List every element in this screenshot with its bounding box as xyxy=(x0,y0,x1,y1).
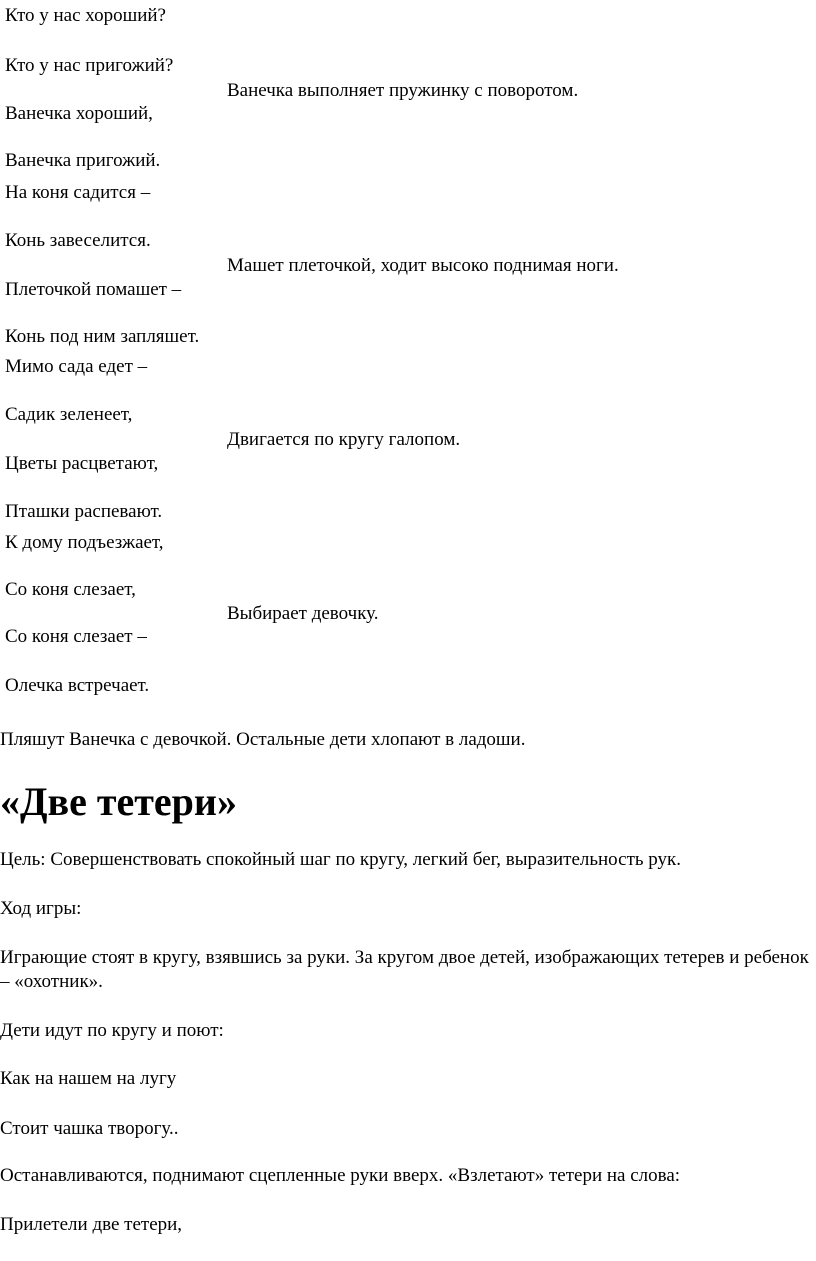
verse-line: Пташки распевают. xyxy=(5,501,163,522)
verse-line: К дому подъезжает, xyxy=(5,532,164,553)
instruction-paragraph: Дети идут по кругу и поют: xyxy=(0,1020,224,1041)
verse-line: Цветы расцветают, xyxy=(5,453,159,474)
procedure-heading: Ход игры: xyxy=(0,898,82,919)
song-line: Как на нашем на лугу xyxy=(0,1068,177,1089)
song-line: Прилетели две тетери, xyxy=(0,1214,183,1235)
action-description: Ванечка выполняет пружинку с поворотом. xyxy=(227,80,579,101)
verse-line: Ванечка хороший, xyxy=(5,103,153,124)
game-title: «Две тетери» xyxy=(0,779,237,824)
action-description: Машет плеточкой, ходит высоко поднимая ноги. xyxy=(227,255,619,276)
rules-paragraph: Играющие стоят в кругу, взявшись за руки. За кругом двое детей, изображающих тетерев и ребенок – «охотник». xyxy=(0,947,809,992)
verse-line: Ванечка пригожий. xyxy=(5,150,161,171)
instruction-paragraph: Останавливаются, поднимают сцепленные руки вверх. «Взлетают» тетери на слова: xyxy=(0,1165,681,1186)
verse-line: Со коня слезает – xyxy=(5,626,147,647)
goal-paragraph: Цель: Совершенствовать спокойный шаг по кругу, легкий бег, выразительность рук. xyxy=(0,849,682,870)
verse-line: Конь завеселится. xyxy=(5,230,151,251)
verse-line: Кто у нас хороший? xyxy=(5,5,166,26)
verse-line: Плеточкой помашет – xyxy=(5,279,182,300)
verse-line: Олечка встречает. xyxy=(5,675,150,696)
verse-line: На коня садится – xyxy=(5,182,151,203)
song-line: Стоит чашка творогу.. xyxy=(0,1118,179,1139)
verse-line: Кто у нас пригожий? xyxy=(5,55,174,76)
verse-line: Садик зеленеет, xyxy=(5,404,133,425)
verse-line: Мимо сада едет – xyxy=(5,356,148,377)
closing-note: Пляшут Ванечка с девочкой. Остальные дети хлопают в ладоши. xyxy=(0,729,526,750)
verse-line: Со коня слезает, xyxy=(5,579,136,600)
verse-line: Конь под ним запляшет. xyxy=(5,326,200,347)
action-description: Двигается по кругу галопом. xyxy=(227,429,461,450)
action-description: Выбирает девочку. xyxy=(227,603,379,624)
